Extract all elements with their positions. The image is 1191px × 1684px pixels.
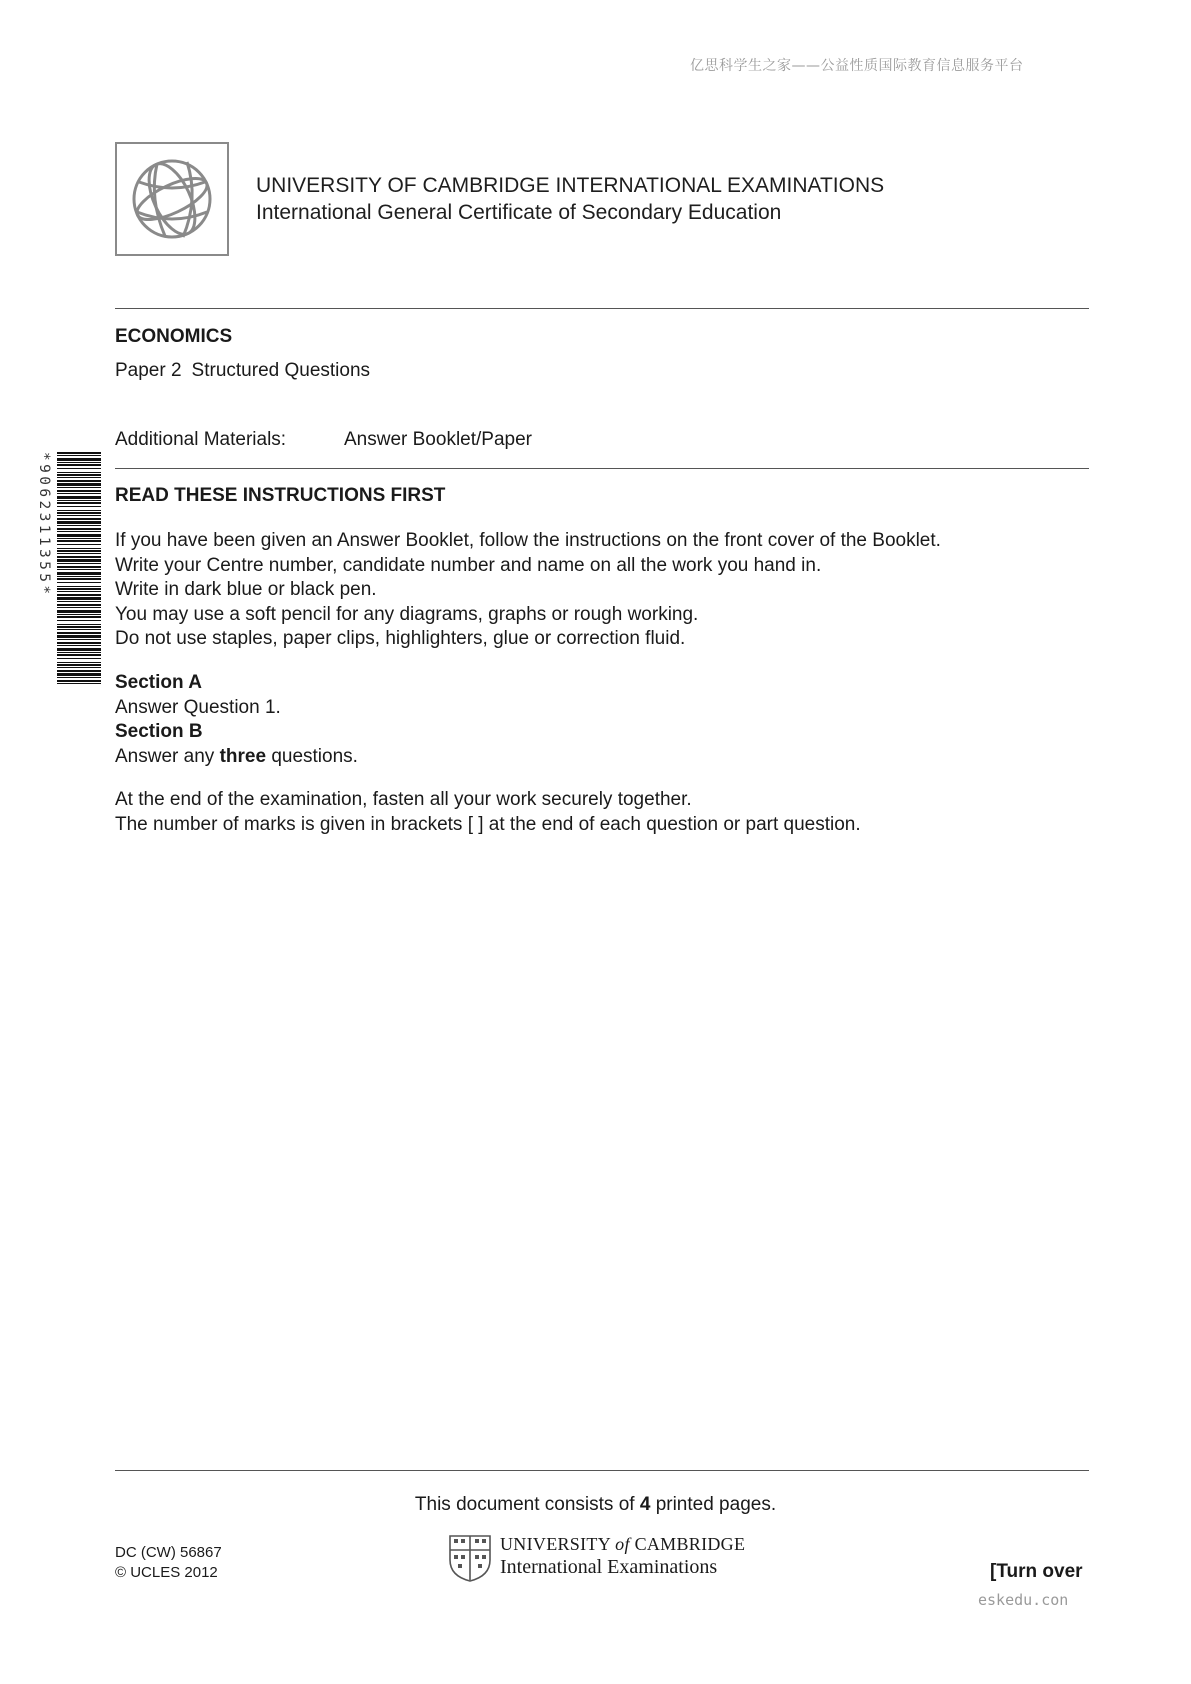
barcode-bar: [57, 566, 101, 568]
barcode-bar: [57, 480, 101, 482]
barcode-bar: [57, 601, 101, 602]
barcode-bar: [57, 616, 101, 618]
barcode-bar: [57, 673, 101, 676]
cambridge-crest-icon: [448, 1534, 492, 1582]
barcode-bar: [57, 680, 101, 682]
barcode-bar: [57, 493, 101, 494]
barcode-bar: [57, 559, 101, 562]
barcode-bar: [57, 664, 101, 666]
section-b-heading: Section B: [115, 721, 203, 742]
barcode-bar: [57, 629, 101, 630]
barcode-bar: [57, 464, 101, 466]
barcode-bar: [57, 572, 101, 575]
barcode-bar: [57, 594, 101, 596]
divider-top: [115, 308, 1089, 309]
cambridge-word-of: of: [615, 1534, 630, 1554]
subject-title: ECONOMICS: [115, 326, 233, 347]
globe-icon: [127, 154, 217, 244]
paper-line: [115, 360, 370, 382]
barcode-bar: [57, 563, 101, 564]
end-note: The number of marks is given in brackets [ ] at the end of each question or part question.: [115, 813, 861, 835]
barcode-bar: [57, 534, 101, 537]
page-count-post: printed pages.: [655, 1494, 777, 1515]
barcode-bar: [57, 645, 101, 646]
barcode-bar: [57, 632, 101, 634]
barcode-bar: [57, 515, 101, 516]
barcode-bar: [57, 586, 101, 587]
paper-title: Structured Questions: [191, 360, 371, 381]
barcode-bar: [57, 604, 101, 606]
barcode-bar: [57, 468, 101, 469]
barcode-bar: [57, 525, 101, 526]
end-note: At the end of the examination, fasten all your work securely together.: [115, 789, 692, 810]
watermark-top: 亿思科学生之家——公益性质国际教育信息服务平台: [690, 58, 1024, 74]
barcode-bar: [57, 518, 101, 520]
barcode-bar: [57, 477, 101, 478]
end-notes: [115, 788, 861, 837]
section-b-text-bold: three: [219, 745, 267, 767]
barcode-bar: [57, 578, 101, 580]
barcode-bar: [57, 591, 101, 592]
document-code-block: [115, 1543, 222, 1583]
barcode-bar: [57, 510, 101, 511]
barcode-bar: [57, 512, 101, 514]
header-title: UNIVERSITY OF CAMBRIDGE INTERNATIONAL EXAMINATIONS: [256, 174, 885, 197]
barcode-bar: [57, 670, 101, 672]
sections-block: [115, 671, 358, 769]
globe-logo: [115, 142, 229, 256]
barcode-bar: [57, 538, 101, 539]
barcode-bar: [57, 556, 101, 558]
page-count-pre: This document consists of: [414, 1494, 635, 1515]
page-count-note: [0, 1494, 1191, 1516]
barcode-bar: [57, 662, 101, 663]
cambridge-word-university: UNIVERSITY: [500, 1534, 611, 1554]
barcode-bar: [57, 550, 101, 552]
barcode-bar: [57, 648, 101, 651]
barcode-bar: [57, 582, 101, 583]
document-code: DC (CW) 56867: [115, 1544, 222, 1561]
instruction-line: Write your Centre number, candidate number and name on all the work you hand in.: [115, 554, 822, 576]
instruction-line: If you have been given an Answer Booklet, follow the instructions on the front cover of the Booklet.: [115, 530, 941, 551]
barcode-bar: [57, 635, 101, 638]
additional-materials-label: Additional Materials:: [115, 429, 287, 450]
section-b-text-pre: Answer any: [115, 745, 215, 767]
barcode-bar: [57, 620, 101, 621]
barcode-bar: [57, 483, 101, 486]
barcode-bar: [57, 531, 101, 532]
divider-footer: [115, 1470, 1089, 1471]
section-a-heading: Section A: [115, 672, 202, 693]
instructions-heading: READ THESE INSTRUCTIONS FIRST: [115, 485, 446, 506]
instruction-line: Do not use staples, paper clips, highlighters, glue or correction fluid.: [115, 628, 686, 649]
barcode-bar: [57, 548, 101, 549]
instructions-list: [115, 529, 941, 652]
barcode-bar: [57, 502, 101, 504]
page-count: 4: [639, 1494, 651, 1515]
barcode-bar: [57, 490, 101, 492]
barcode-image: [37, 452, 101, 684]
additional-materials-value: Answer Booklet/Paper: [344, 429, 532, 450]
barcode-bar: [57, 597, 101, 600]
cambridge-wordmark-line2: International Examinations: [500, 1556, 718, 1578]
instruction-line: Write in dark blue or black pen.: [115, 579, 377, 600]
barcode-bar: [57, 521, 101, 524]
barcode-bar: [57, 528, 101, 530]
barcode-bar: [57, 569, 101, 570]
barcode-bar: [57, 654, 101, 656]
turn-over-label: [Turn over: [990, 1561, 1083, 1582]
barcode-bar: [57, 677, 101, 678]
copyright: © UCLES 2012: [115, 1564, 218, 1581]
barcode-bar: [57, 683, 101, 684]
cambridge-wordmark-line1: [500, 1534, 745, 1555]
barcode-number: *9062311355*: [36, 452, 52, 598]
barcode-bar: [57, 553, 101, 554]
barcode-bar: [57, 452, 101, 454]
barcode-bar: [57, 652, 101, 653]
barcode-bar: [57, 472, 101, 473]
barcode-bar: [57, 544, 101, 545]
barcode-bar: [57, 614, 101, 615]
watermark-bottom: eskedu.con: [978, 1591, 1069, 1609]
barcode-bar: [57, 462, 101, 463]
barcode-bar: [57, 658, 101, 659]
instruction-line: You may use a soft pencil for any diagrams, graphs or rough working.: [115, 603, 699, 625]
barcode-bar: [57, 588, 101, 590]
barcode-bar: [57, 667, 101, 668]
cambridge-word-cambridge: CAMBRIDGE: [634, 1534, 746, 1554]
section-b-text-post: questions.: [271, 745, 358, 767]
barcode-bar: [57, 626, 101, 628]
header-subtitle: International General Certificate of Secondary Education: [256, 201, 782, 224]
barcode-bar: [57, 610, 101, 613]
barcode-bar: [57, 576, 101, 577]
barcode-bar: [57, 639, 101, 640]
barcode-bar: [57, 474, 101, 476]
barcode-bar: [57, 642, 101, 644]
section-a-text: Answer Question 1.: [115, 696, 281, 718]
barcode-bar: [57, 506, 101, 507]
barcode-bar: [57, 455, 101, 456]
divider-materials: [115, 468, 1089, 469]
section-b-text: [115, 745, 358, 770]
paper-number: Paper 2: [115, 360, 182, 381]
barcode-bar: [57, 540, 101, 542]
barcode-bar: [57, 607, 101, 608]
barcode-bar: [57, 496, 101, 499]
barcode-bar: [57, 458, 101, 461]
barcode-bar: [57, 500, 101, 501]
barcode-bar: [57, 624, 101, 625]
barcode-bar: [57, 487, 101, 488]
